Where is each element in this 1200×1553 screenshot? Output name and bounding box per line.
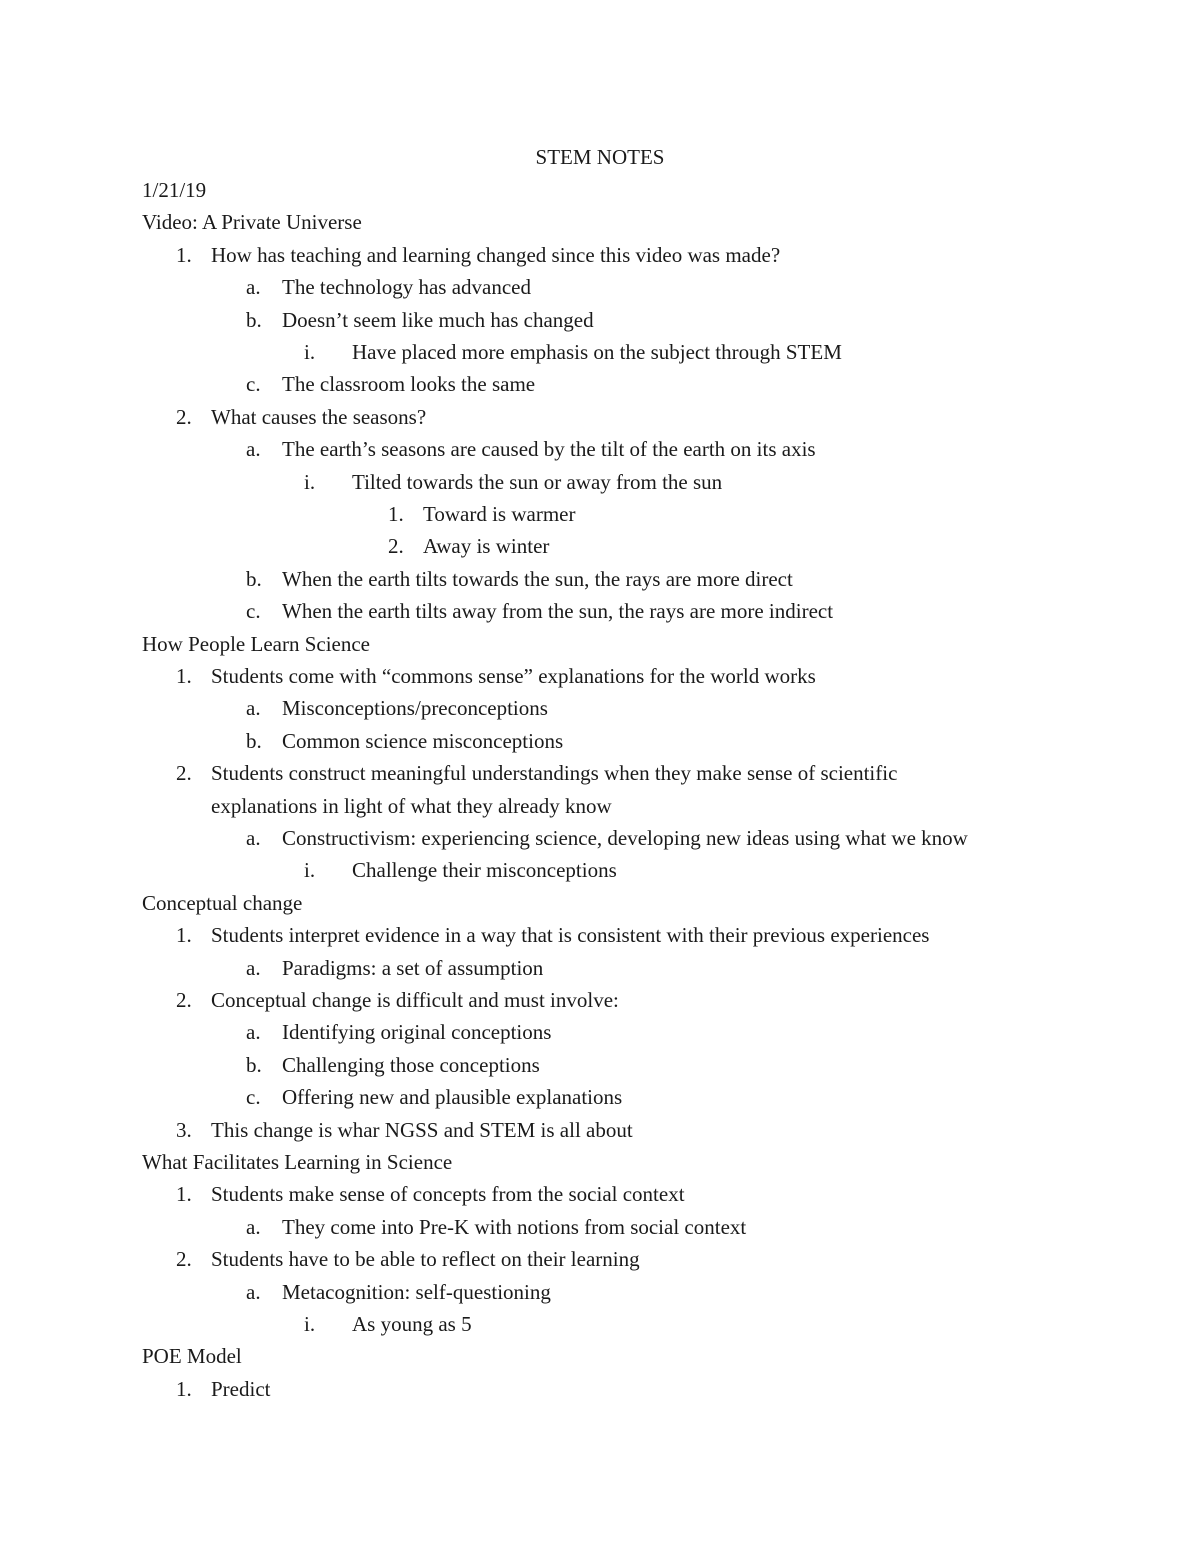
list-marker: 1. xyxy=(388,502,404,526)
list-marker: 1. xyxy=(176,664,192,688)
line-text: Students construct meaningful understandings when they make sense of scientific xyxy=(211,761,898,786)
line-text: Conceptual change is difficult and must involve: xyxy=(211,988,619,1012)
list-marker: a. xyxy=(246,437,261,462)
line-text: As young as 5 xyxy=(352,1312,472,1336)
list-marker: 1. xyxy=(176,1376,192,1401)
list-marker: 1. xyxy=(176,242,192,267)
list-marker: b. xyxy=(246,307,262,332)
list-marker: i. xyxy=(304,858,316,883)
line-text: Challenge their misconceptions xyxy=(352,858,617,883)
line-text: Misconceptions/preconceptions xyxy=(282,696,548,721)
line-text: Metacognition: self-questioning xyxy=(282,1279,551,1304)
line-text: This change is whar NGSS and STEM is all about xyxy=(211,1117,633,1142)
line-text: Away is winter xyxy=(423,534,550,559)
line-text: Identifying original conceptions xyxy=(282,1020,552,1045)
list-marker: c. xyxy=(246,599,261,624)
line-text: Challenging those conceptions xyxy=(282,1052,540,1077)
list-marker: 2. xyxy=(176,988,192,1012)
line-text: Predict xyxy=(211,1376,271,1401)
list-marker: i. xyxy=(304,340,316,364)
list-marker: a. xyxy=(246,1214,261,1239)
line-text: Constructivism: experiencing science, developing new ideas using what we know xyxy=(282,826,968,850)
line-text: The earth’s seasons are caused by the tilt of the earth on its axis xyxy=(282,437,816,462)
line-text: How People Learn Science xyxy=(142,631,370,656)
list-marker: i. xyxy=(304,1312,316,1336)
line-text: Paradigms: a set of assumption xyxy=(282,955,544,980)
line-text: They come into Pre-K with notions from social context xyxy=(282,1214,747,1239)
line-text: Conceptual change xyxy=(142,890,303,915)
list-marker: 3. xyxy=(176,1117,192,1142)
line-text: Students make sense of concepts from the social context xyxy=(211,1182,685,1207)
list-marker: a. xyxy=(246,1020,261,1045)
line-text: Common science misconceptions xyxy=(282,728,564,753)
list-marker: 2. xyxy=(176,1247,192,1272)
line-text: When the earth tilts towards the sun, the rays are more direct xyxy=(282,566,793,591)
list-marker: 1. xyxy=(176,923,192,948)
list-marker: 2. xyxy=(176,404,192,429)
line-text: The classroom looks the same xyxy=(282,372,536,397)
list-marker: 2. xyxy=(176,761,192,786)
line-text: Offering new and plausible explanations xyxy=(282,1085,623,1110)
list-marker: a. xyxy=(246,826,261,850)
line-text: How has teaching and learning changed since this video was made? xyxy=(211,242,781,267)
list-marker: i. xyxy=(304,469,316,494)
line-text: 1/21/19 xyxy=(142,178,207,202)
line-text: Video: A Private Universe xyxy=(142,210,362,235)
list-marker: a. xyxy=(246,1279,261,1304)
line-text: What Facilitates Learning in Science xyxy=(142,1150,453,1174)
line-text: Have placed more emphasis on the subject through STEM xyxy=(352,340,842,364)
list-marker: c. xyxy=(246,372,261,397)
list-marker: 2. xyxy=(388,534,404,559)
page-title: STEM NOTES xyxy=(535,145,665,169)
list-marker: a. xyxy=(246,955,261,980)
list-marker: a. xyxy=(246,275,261,300)
line-text: Students have to be able to reflect on their learning xyxy=(211,1247,640,1272)
line-text: explanations in light of what they already know xyxy=(211,793,612,818)
line-text: What causes the seasons? xyxy=(211,404,427,429)
line-text: Toward is warmer xyxy=(423,502,576,526)
line-text: Doesn’t seem like much has changed xyxy=(282,307,594,332)
list-marker: a. xyxy=(246,696,261,721)
list-marker: b. xyxy=(246,566,262,591)
line-text: Students come with “commons sense” explanations for the world works xyxy=(211,664,816,688)
list-marker: 1. xyxy=(176,1182,192,1207)
line-text: Students interpret evidence in a way that is consistent with their previous experiences xyxy=(211,923,930,948)
line-text: The technology has advanced xyxy=(282,275,531,300)
list-marker: b. xyxy=(246,1052,262,1077)
line-text: Tilted towards the sun or away from the sun xyxy=(352,469,723,494)
list-marker: c. xyxy=(246,1085,261,1110)
list-marker: b. xyxy=(246,728,262,753)
line-text: When the earth tilts away from the sun, the rays are more indirect xyxy=(282,599,834,624)
line-text: POE Model xyxy=(142,1344,242,1369)
